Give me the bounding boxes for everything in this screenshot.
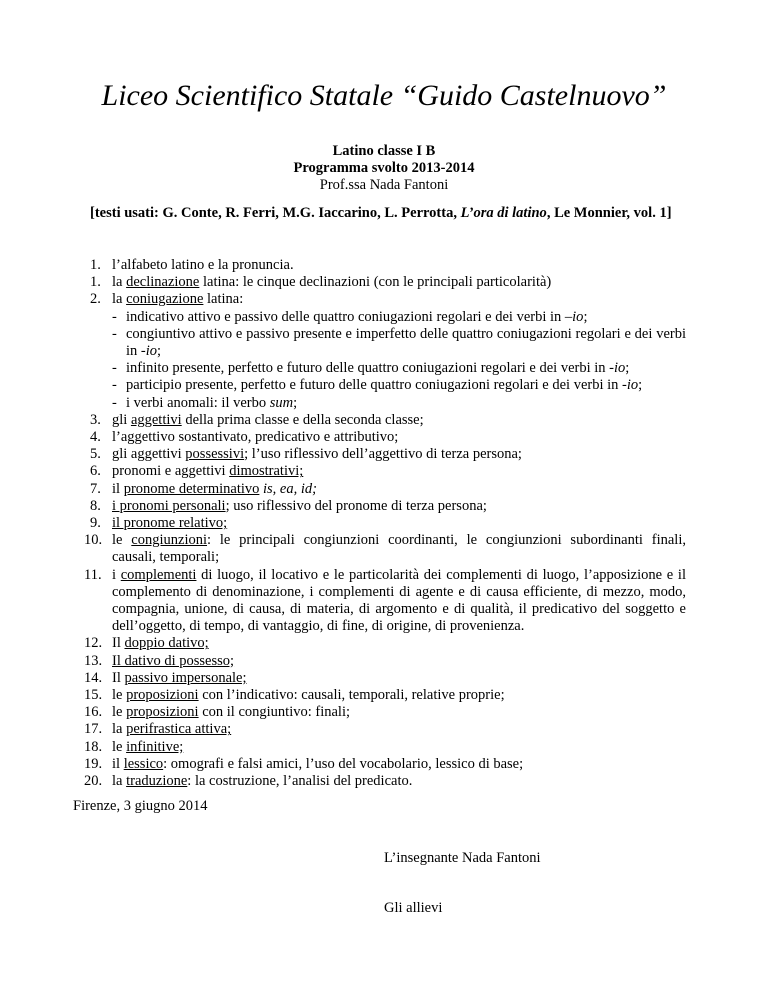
sub-item-text: ; xyxy=(583,308,588,325)
item-text: la xyxy=(112,274,127,291)
item-text: gli xyxy=(112,411,131,428)
item-text: la xyxy=(112,721,127,738)
list-item xyxy=(90,515,686,532)
list-item xyxy=(84,738,686,756)
item-number: 18. xyxy=(84,738,103,755)
item-number: 3. xyxy=(90,411,101,428)
item-number: 12. xyxy=(84,635,103,652)
item-topic: possessivi xyxy=(185,446,245,463)
school-title: Liceo Scientifico Statale “Guido Castelnuovo” xyxy=(101,79,667,112)
item-topic: coniugazione xyxy=(126,291,204,308)
sub-item-dash: - xyxy=(112,308,117,325)
textbook-publisher: , Le Monnier, vol. 1] xyxy=(546,205,672,221)
item-text: le xyxy=(112,738,127,755)
sub-item xyxy=(90,326,686,360)
list-item xyxy=(90,463,686,480)
item-text: le xyxy=(112,532,132,549)
item-topic: Il dativo di possesso; xyxy=(112,652,235,669)
list-item xyxy=(84,687,686,704)
teacher-line: Prof.ssa Nada Fantoni xyxy=(319,177,449,193)
item-number: 20. xyxy=(84,773,103,790)
list-item xyxy=(84,704,686,721)
list-item xyxy=(90,429,686,446)
sub-item-dash: - xyxy=(112,325,117,342)
item-italic: is, ea, id; xyxy=(263,480,317,497)
item-number: 16. xyxy=(84,704,103,721)
item-topic: declinazione xyxy=(126,274,200,291)
item-text: della prima classe e della seconda classe; xyxy=(181,411,424,428)
item-text: : omografi e falsi amici, l’uso del vocabolario, lessico di base; xyxy=(163,755,524,772)
item-text: latina: le cinque declinazioni (con le principali particolarità) xyxy=(199,274,552,291)
item-topic: lessico xyxy=(123,755,164,772)
item-text: Il xyxy=(112,635,125,652)
sub-item-dash: - xyxy=(112,377,117,394)
list-item xyxy=(84,755,686,773)
sub-item xyxy=(90,377,686,394)
list-item xyxy=(90,274,686,291)
textbook-title: L’ora di latino xyxy=(460,205,547,221)
item-text: il xyxy=(112,480,124,497)
textbook-authors: [testi usati: G. Conte, R. Ferri, M.G. Iaccarino, L. Perrotta, xyxy=(90,205,461,221)
sub-item-italic: io xyxy=(572,308,584,325)
list-item xyxy=(90,412,686,429)
place-date: Firenze, 3 giugno 2014 xyxy=(73,798,208,814)
item-text: il xyxy=(112,755,124,772)
item-topic: perifrastica attiva; xyxy=(126,721,232,738)
item-topic: passivo impersonale; xyxy=(124,669,247,686)
sub-item-text: indicativo attivo e passivo delle quattro coniugazioni regolari e dei verbi in – xyxy=(126,308,573,325)
item-number: 14. xyxy=(84,669,103,686)
list-item xyxy=(90,446,686,463)
list-item xyxy=(90,291,686,308)
sub-item xyxy=(90,309,686,326)
sub-item-text: ; xyxy=(293,394,298,411)
list-item xyxy=(84,721,686,738)
item-number: 4. xyxy=(90,429,101,446)
item-number: 10. xyxy=(84,532,103,549)
item-topic: dimostrativi; xyxy=(229,463,304,480)
sub-item-text: ; xyxy=(625,360,630,377)
item-topic: i pronomi personali xyxy=(112,497,226,514)
item-text: : le principali congiunzioni coordinanti, le congiunzioni subordinanti finali, causali, temporali; xyxy=(112,532,686,566)
sub-item-italic: sum xyxy=(269,394,294,411)
textbook-reference xyxy=(90,204,686,222)
sub-item-dash: - xyxy=(112,394,117,411)
item-number: 9. xyxy=(90,515,101,532)
document-header xyxy=(0,143,768,194)
list-item xyxy=(90,498,686,515)
item-topic: proposizioni xyxy=(126,687,199,704)
item-number: 1. xyxy=(90,257,101,273)
item-number: 8. xyxy=(90,497,101,514)
item-topic: il pronome relativo; xyxy=(112,515,228,532)
item-text: le xyxy=(112,704,127,721)
sub-item-text: ; xyxy=(638,377,643,394)
item-text: con il congiuntivo: finali; xyxy=(198,704,351,721)
sub-item-text: infinito presente, perfetto e futuro delle quattro coniugazioni regolari e dei verbi in - xyxy=(126,360,614,377)
item-text: l’alfabeto latino e la pronuncia. xyxy=(112,257,294,273)
sub-item-text: ; xyxy=(157,343,162,360)
item-text: l’aggettivo sostantivato, predicativo e attributivo; xyxy=(112,429,399,446)
item-text: le xyxy=(112,687,127,704)
sub-item-dash: - xyxy=(112,360,117,377)
item-text: pronomi e aggettivi xyxy=(112,463,230,480)
sub-item-text: participio presente, perfetto e futuro delle quattro coniugazioni regolari e dei verbi in - xyxy=(126,377,627,394)
list-item xyxy=(84,635,686,652)
item-topic: aggettivi xyxy=(130,411,182,428)
item-text: : la costruzione, l’analisi del predicato. xyxy=(187,773,413,790)
item-number: 19. xyxy=(84,755,103,772)
teacher-signature: L’insegnante Nada Fantoni xyxy=(384,850,541,866)
list-item xyxy=(90,481,686,498)
sub-item xyxy=(90,360,686,377)
item-number: 5. xyxy=(90,446,101,463)
sub-item-text: i verbi anomali: il verbo xyxy=(126,394,270,411)
item-topic: doppio dativo; xyxy=(124,635,209,652)
list-item xyxy=(84,532,686,566)
program-line: Programma svolto 2013-2014 xyxy=(293,160,475,176)
item-text: la xyxy=(112,773,127,790)
item-topic: complementi xyxy=(120,566,197,583)
students-signature: Gli allievi xyxy=(384,900,443,916)
item-text: ; l’uso riflessivo dell’aggettivo di terza persona; xyxy=(244,446,522,463)
item-number: 7. xyxy=(90,480,101,497)
item-text: con l’indicativo: causali, temporali, relative proprie; xyxy=(198,687,505,704)
sub-item-italic: io xyxy=(626,377,639,394)
list-item xyxy=(84,566,686,636)
item-topic: pronome determinativo xyxy=(123,480,260,497)
item-number: 2. xyxy=(90,291,101,308)
item-text: ; uso riflessivo del pronome di terza persona; xyxy=(225,497,487,514)
sub-item-italic: io xyxy=(614,360,626,377)
item-text: la xyxy=(112,291,127,308)
item-number: 13. xyxy=(84,652,103,669)
item-text: latina: xyxy=(203,291,244,308)
list-item xyxy=(84,669,686,687)
item-topic: congiunzioni xyxy=(131,532,208,549)
item-topic: infinitive; xyxy=(126,738,184,755)
class-line: Latino classe I B xyxy=(332,143,436,159)
item-number: 1. xyxy=(90,274,101,291)
item-number: 11. xyxy=(84,566,102,583)
item-topic: proposizioni xyxy=(126,704,199,721)
item-text: gli aggettivi xyxy=(112,446,186,463)
item-text: i xyxy=(112,566,121,583)
sub-item xyxy=(90,395,686,412)
list-item xyxy=(84,773,686,790)
item-number: 17. xyxy=(84,721,103,738)
sub-item-text: congiuntivo attivo e passivo presente e imperfetto delle quattro coniugazioni regolari e dei verbi in - xyxy=(126,325,686,360)
list-item xyxy=(84,652,686,670)
syllabus-list xyxy=(84,257,686,790)
item-text: Il xyxy=(112,669,125,686)
sub-item-italic: io xyxy=(145,343,158,360)
item-text: di luogo, il locativo e le particolarità dei complementi di luogo, l’apposizione e il complemento di denominazione, i complementi di agente e di causa efficiente, di mezzo, modo, compagnia, unione, di causa, di materia, di argomento e di qualità, il predicativo del soggetto e dell’oggetto, di tempo, di vantaggio, di fine, di origine, di provenienza. xyxy=(112,566,686,635)
list-item xyxy=(90,257,686,274)
item-topic: traduzione xyxy=(126,773,188,790)
item-number: 6. xyxy=(90,463,101,480)
item-number: 15. xyxy=(84,687,103,704)
